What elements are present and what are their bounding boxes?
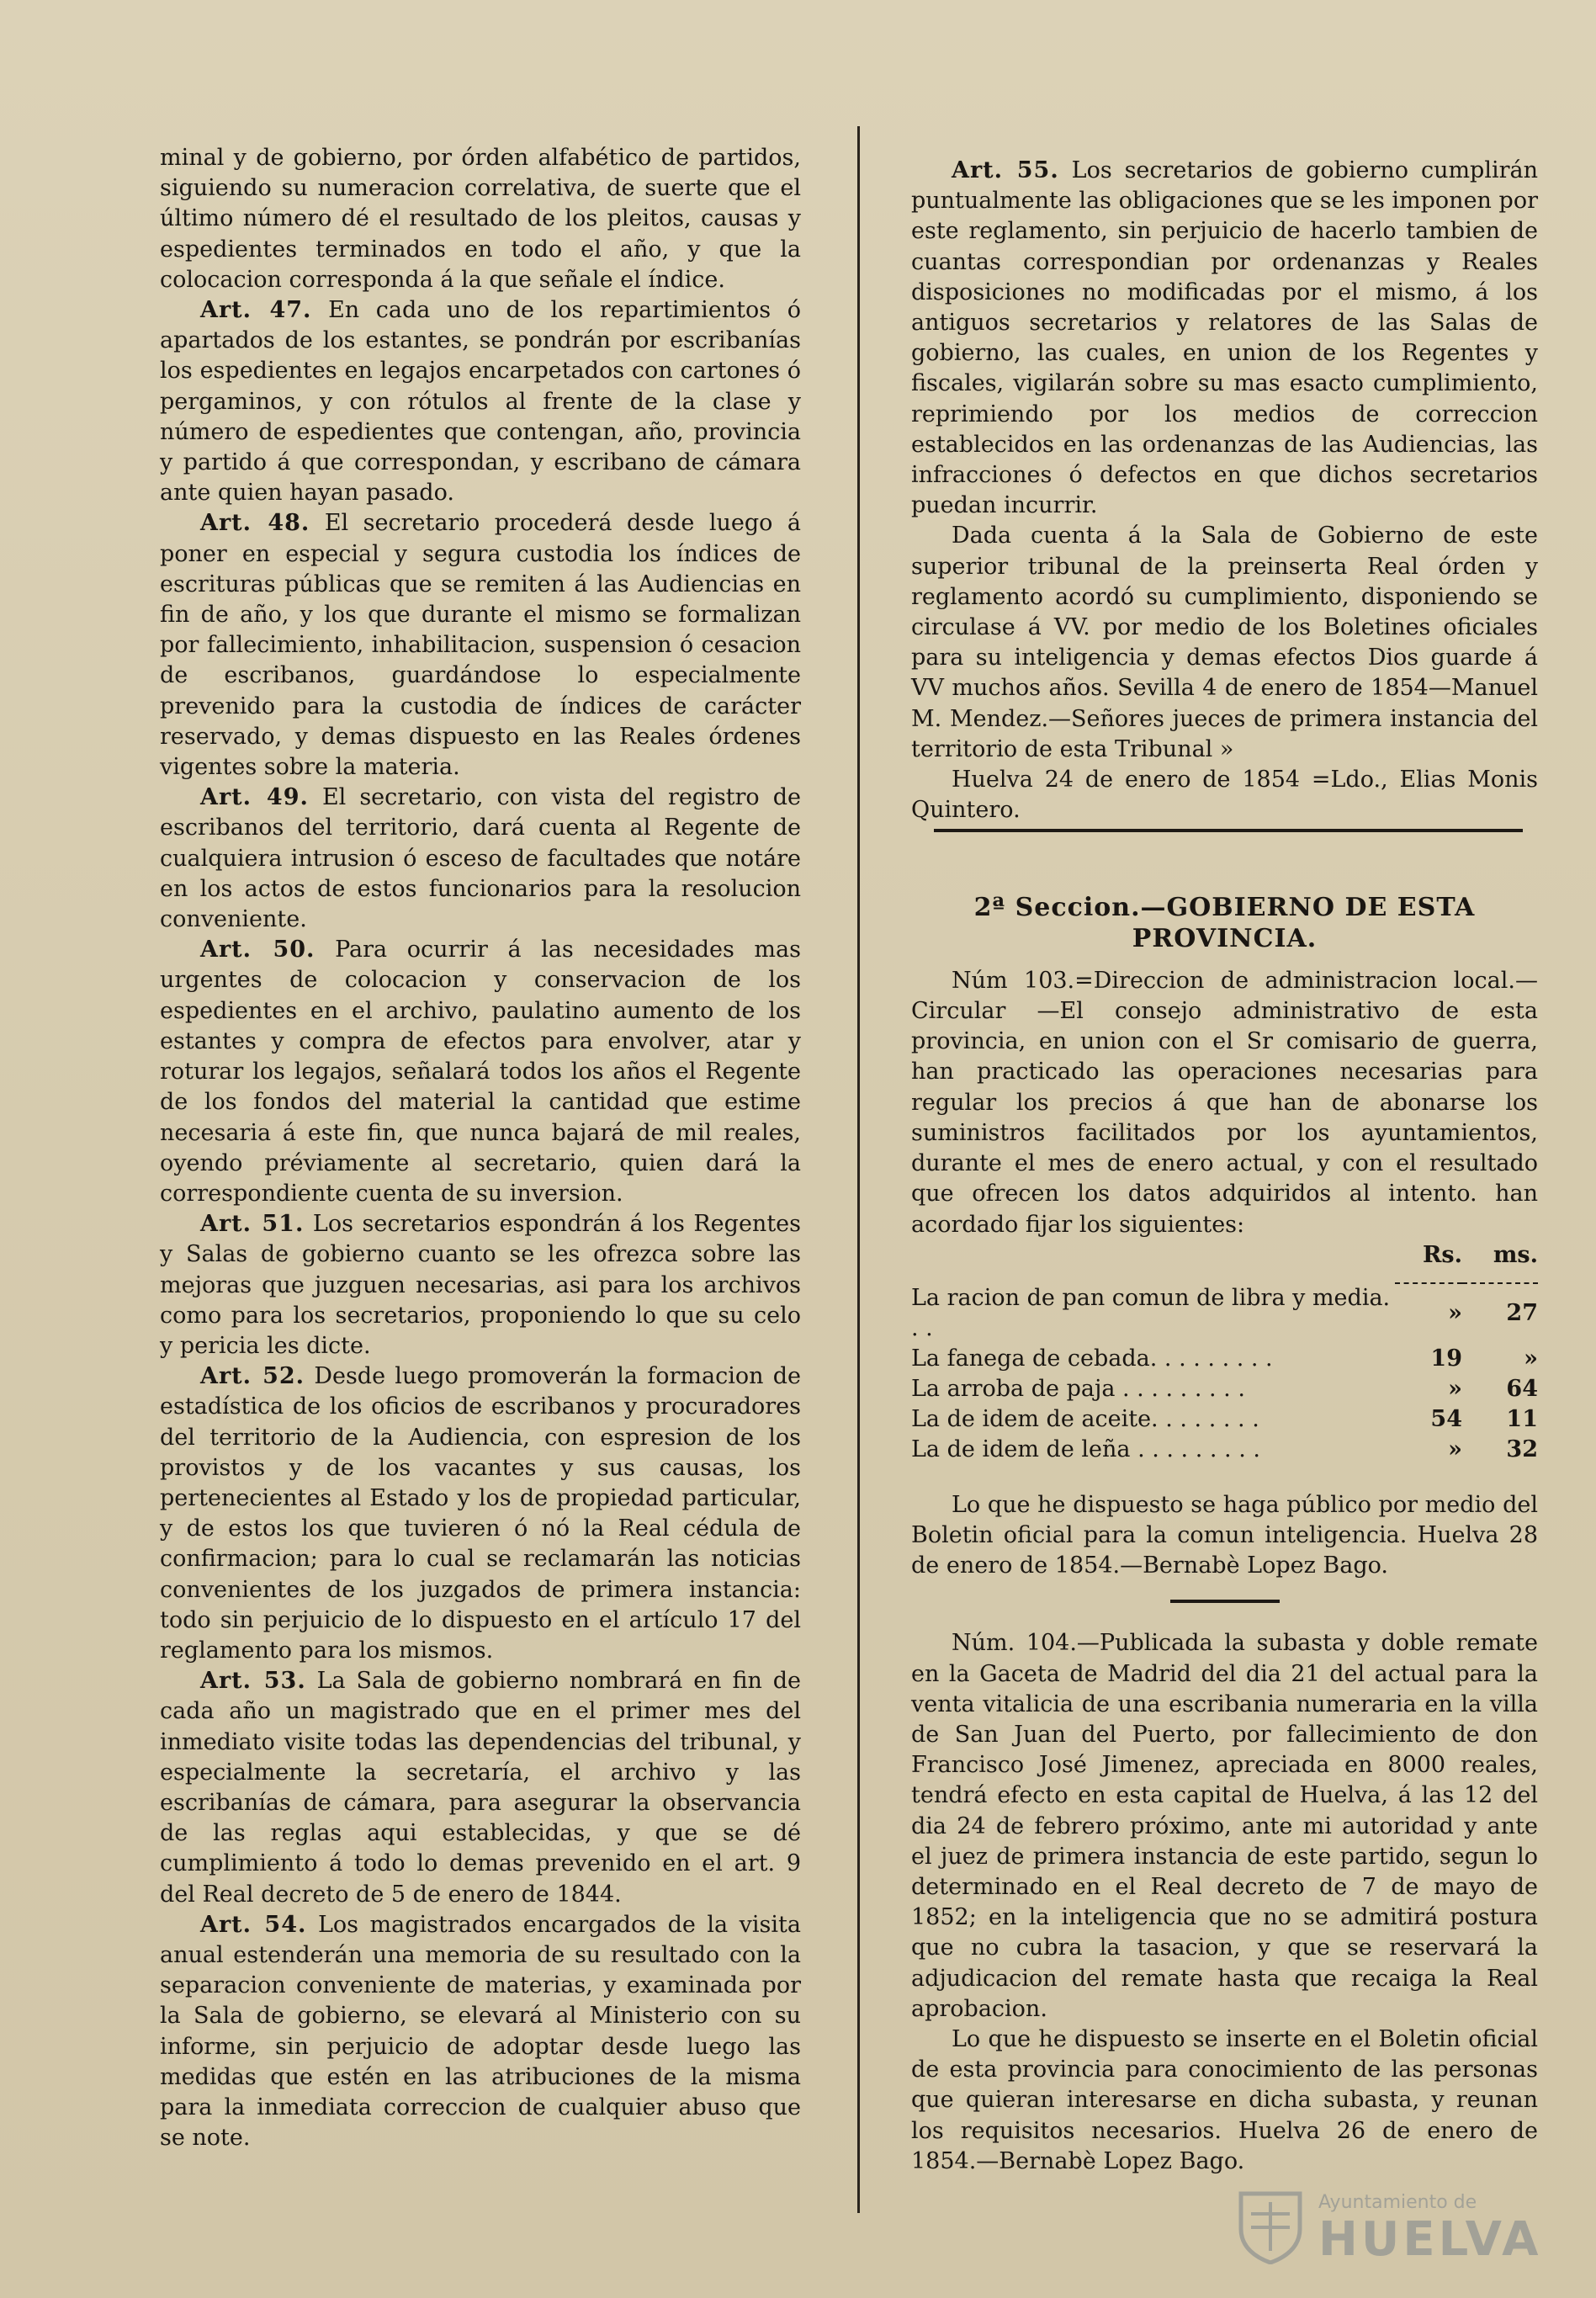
price-table	[911, 1240, 1538, 1465]
row-ms: 11	[1506, 1405, 1538, 1432]
spacer	[911, 868, 1538, 893]
rule-spacer	[911, 1271, 1395, 1283]
dashed-rule	[1395, 1271, 1538, 1283]
right-column	[911, 156, 1538, 2177]
row-rs: 54	[1430, 1405, 1462, 1432]
row-ms: 27	[1506, 1300, 1538, 1327]
paragraph-text: minal y de gobierno, por órden alfabético de partidos, siguiendo su numeracion correlativa, de suerte que el último número dé el resultado de los pleitos, causas y espedientes terminados en todo el año, y que la colocacion corresponda á la que señale el índice.	[160, 145, 801, 293]
dada-cuenta-paragraph: Dada cuenta á la Sala de Gobierno de este superior tribunal de la preinserta Real órden y reglamento acordó su cumplimiento, disponiendo se circulase á VV. por medio de los Boletines oficiales para su inteligencia y demas efectos Dios guarde á VV muchos años. Sevilla 4 de enero de 1854—Manuel M. Mendez.—Señores jueces de primera instancia del territorio de esta Tribunal »	[911, 523, 1538, 762]
row-label: La arroba de paja . . . . . . . . .	[911, 1375, 1245, 1402]
header-rs: Rs.	[1422, 1241, 1462, 1268]
price-table-header	[911, 1240, 1538, 1271]
row-label: La racion de pan comun de libra y media. . .	[911, 1284, 1391, 1341]
header-ms: ms.	[1493, 1241, 1538, 1268]
article-number: Art. 49.	[200, 784, 309, 811]
article-51	[160, 1209, 801, 1361]
huelva-signature: Huelva 24 de enero de 1854 =Ldo., Elias Monis Quintero.	[911, 767, 1538, 824]
separator-rule	[1170, 1600, 1280, 1603]
article-number: Art. 47.	[200, 297, 312, 324]
closing-paragraph: Lo que he dispuesto se inserte en el Boletin oficial de esta provincia para conocimiento de las personas que quieran interesarse en dicha subasta, y reunan los requisitos necesarios. Huelva 26 de enero de 1854.—Bernabè Lopez Bago.	[911, 2025, 1538, 2174]
article-number: Art. 55.	[952, 157, 1059, 183]
spacer	[911, 1465, 1538, 1490]
paragraph-text: El secretario procederá desde luego á poner en especial y segura custodia los índices de escrituras públicas que se remiten á las Audiencias en fin de año, y los que durante el mismo se formalizan por fallecimiento, inhabilitacion, suspension ó cesacion de escribanos, guardándose lo especialmente prevenido para la custodia de índices de carácter reservado, y demas dispuesto en las Reales órdenes vigentes sobre la materia.	[160, 510, 801, 781]
paragraph-text: En cada uno de los repartimientos ó apartados de los estantes, se pondrán por escribanías los espedientes en legajos encarpetados con cartones ó pergaminos, y con rótulos al frente de la clase y número de espedientes que contengan, año, provincia y partido á que correspondan, y escribano de cámara ante quien hayan pasado.	[160, 297, 801, 507]
shield-icon	[1234, 2189, 1307, 2264]
num-103-paragraph: Núm 103.=Direccion de administracion local.—Circular —El consejo administrativo de esta provincia, en union con el Sr comisario de guerra, han practicado las operaciones necesarias para regular los precios á que han de abonarse los suministros facilitados por los ayuntamientos, durante el mes de enero actual, y con el resultado que ofrecen los datos adquiridos al intento. han acordado fijar los siguientes:	[911, 967, 1538, 1238]
article-52	[160, 1361, 801, 1666]
row-label: La fanega de cebada. . . . . . . . .	[911, 1345, 1273, 1372]
article-number: Art. 48.	[200, 510, 310, 537]
paragraph-text: Para ocurrir á las necesidades mas urgentes de colocacion y conservacion de los espedientes en el archivo, paulatino aumento de los estantes y compra de efectos para envolver, atar y roturar los legajos, señalará todos los años el Regente de los fondos del material la cantidad que estime necesaria á este fin, que nunca bajará de mil reales, oyendo préviamente al secretario, quien dará la correspondiente cuenta de su inversion.	[160, 937, 801, 1207]
paragraph-text: El secretario, con vista del registro de escribanos del territorio, dará cuenta al Regente de cualquiera intrusion ó esceso de facultades que notáre en los actos de estos funcionarios para la resolucion conveniente.	[160, 784, 801, 933]
article-47	[160, 295, 801, 508]
article-49	[160, 783, 801, 935]
table-row	[911, 1404, 1538, 1435]
row-rs: »	[1448, 1375, 1462, 1402]
article-50	[160, 935, 801, 1209]
watermark-line2: HUELVA	[1318, 2212, 1542, 2267]
table-row	[911, 1374, 1538, 1404]
paragraph-text: Los secretarios de gobierno cumplirán puntualmente las obligaciones que se les imponen por este reglamento, sin perjuicio de hacerlo tambien de cuantas correspondian por ordenanzas y Reales disposiciones no modificadas por el mismo, á los antiguos secretarios y relatores de las Salas de gobierno, las cuales, en union de los Regentes y fiscales, vigilarán sobre su mas esacto cumplimiento, reprimiendo por los medios de correccion establecidos en las ordenanzas de las Audiencias, las infracciones ó defectos en que dichos secretarios puedan incurrir.	[911, 157, 1539, 519]
article-48	[160, 508, 801, 783]
price-table-rule	[911, 1271, 1538, 1283]
row-ms: »	[1524, 1345, 1538, 1372]
article-55	[911, 156, 1538, 521]
row-rs: »	[1448, 1436, 1462, 1462]
row-ms: 32	[1506, 1436, 1538, 1462]
table-row	[911, 1344, 1538, 1374]
watermark	[1226, 2189, 1542, 2267]
article-number: Art. 52.	[200, 1363, 305, 1390]
watermark-line1: Ayuntamiento de	[1318, 2192, 1477, 2213]
article-54	[160, 1910, 801, 2154]
section-top-rule	[934, 829, 1523, 832]
num-104-paragraph: Núm. 104.—Publicada la subasta y doble remate en la Gaceta de Madrid del dia 21 del actual para la venta vitalicia de una escribania numeraria en la villa de San Juan del Puerto, por fallecimiento de don Francisco José Jimenez, apreciada en 8000 reales, tendrá efecto en esta capital de Huelva, á las 12 del dia 24 de febrero próximo, ante mi autoridad y ante el juez de primera instancia de este partido, segun lo determinado en el Real decreto de 7 de mayo de 1852; en la inteligencia que no se admitirá postura que no cubra la tasacion, y que se reservará la adjudicacion del remate hasta que recaiga la Real aprobacion.	[911, 1630, 1538, 2022]
row-ms: 64	[1506, 1375, 1538, 1402]
article-53	[160, 1666, 801, 1910]
column-divider	[857, 126, 860, 2213]
publication-note: Lo que he dispuesto se haga público por medio del Boletin oficial para la comun inteligencia. Huelva 28 de enero de 1854.—Bernabè Lopez Bago.	[911, 1491, 1538, 1579]
row-rs: 19	[1430, 1345, 1462, 1372]
paragraph-continuation	[160, 143, 801, 295]
row-rs: »	[1448, 1300, 1462, 1327]
table-row	[911, 1435, 1538, 1465]
left-column	[160, 143, 801, 2153]
article-number: Art. 54.	[200, 1911, 307, 1938]
article-number: Art. 51.	[200, 1211, 305, 1238]
paragraph-text: La Sala de gobierno nombrará en fin de cada año un magistrado que en el primer mes del inmediato visite todas las dependencias del tribunal, y especialmente la secretaría, el archivo y las escribanías de cámara, para asegurar la observancia de las reglas aqui establecidas, y que se dé cumplimiento á todo lo demas prevenido en el art. 9 del Real decreto de 5 de enero de 1844.	[160, 1668, 801, 1908]
section-heading: 2ª Seccion.—GOBIERNO DE ESTA PROVINCIA.	[973, 893, 1476, 953]
article-number: Art. 50.	[200, 937, 315, 963]
paragraph-text: Desde luego promoverán la formacion de estadística de los oficios de escribanos y procuradores del territorio de la Audiencia, con espresion de los provistos y de los vacantes y sus causas, los pertenecientes al Estado y los de propiedad particular, y de estos los que tuvieren ó nó la Real cédula de confirmacion; para lo cual se reclamarán las noticias convenientes de los juzgados de primera instancia: todo sin perjuicio de lo dispuesto en el artículo 17 del reglamento para los mismos.	[160, 1363, 801, 1664]
row-label: La de idem de aceite. . . . . . . .	[911, 1405, 1259, 1432]
table-row	[911, 1283, 1538, 1344]
article-number: Art. 53.	[200, 1668, 306, 1695]
paragraph-text: Los secretarios espondrán á los Regentes y Salas de gobierno cuanto se les ofrezca sobre las mejoras que juzguen necesarias, asi para los archivos como para los secretarios, proponiendo lo que su celo y pericia les dicte.	[160, 1211, 801, 1359]
header-spacer	[911, 1240, 1395, 1271]
row-label: La de idem de leña . . . . . . . . .	[911, 1436, 1260, 1462]
paragraph-text: Los magistrados encargados de la visita anual estenderán una memoria de su resultado con la separacion conveniente de materias, y examinada por la Sala de gobierno, se elevará al Ministerio con su informe, sin perjuicio de adoptar desde luego las medidas que estén en las atribuciones de la misma para la inmediata correccion de cualquier abuso que se note.	[160, 1911, 801, 2152]
